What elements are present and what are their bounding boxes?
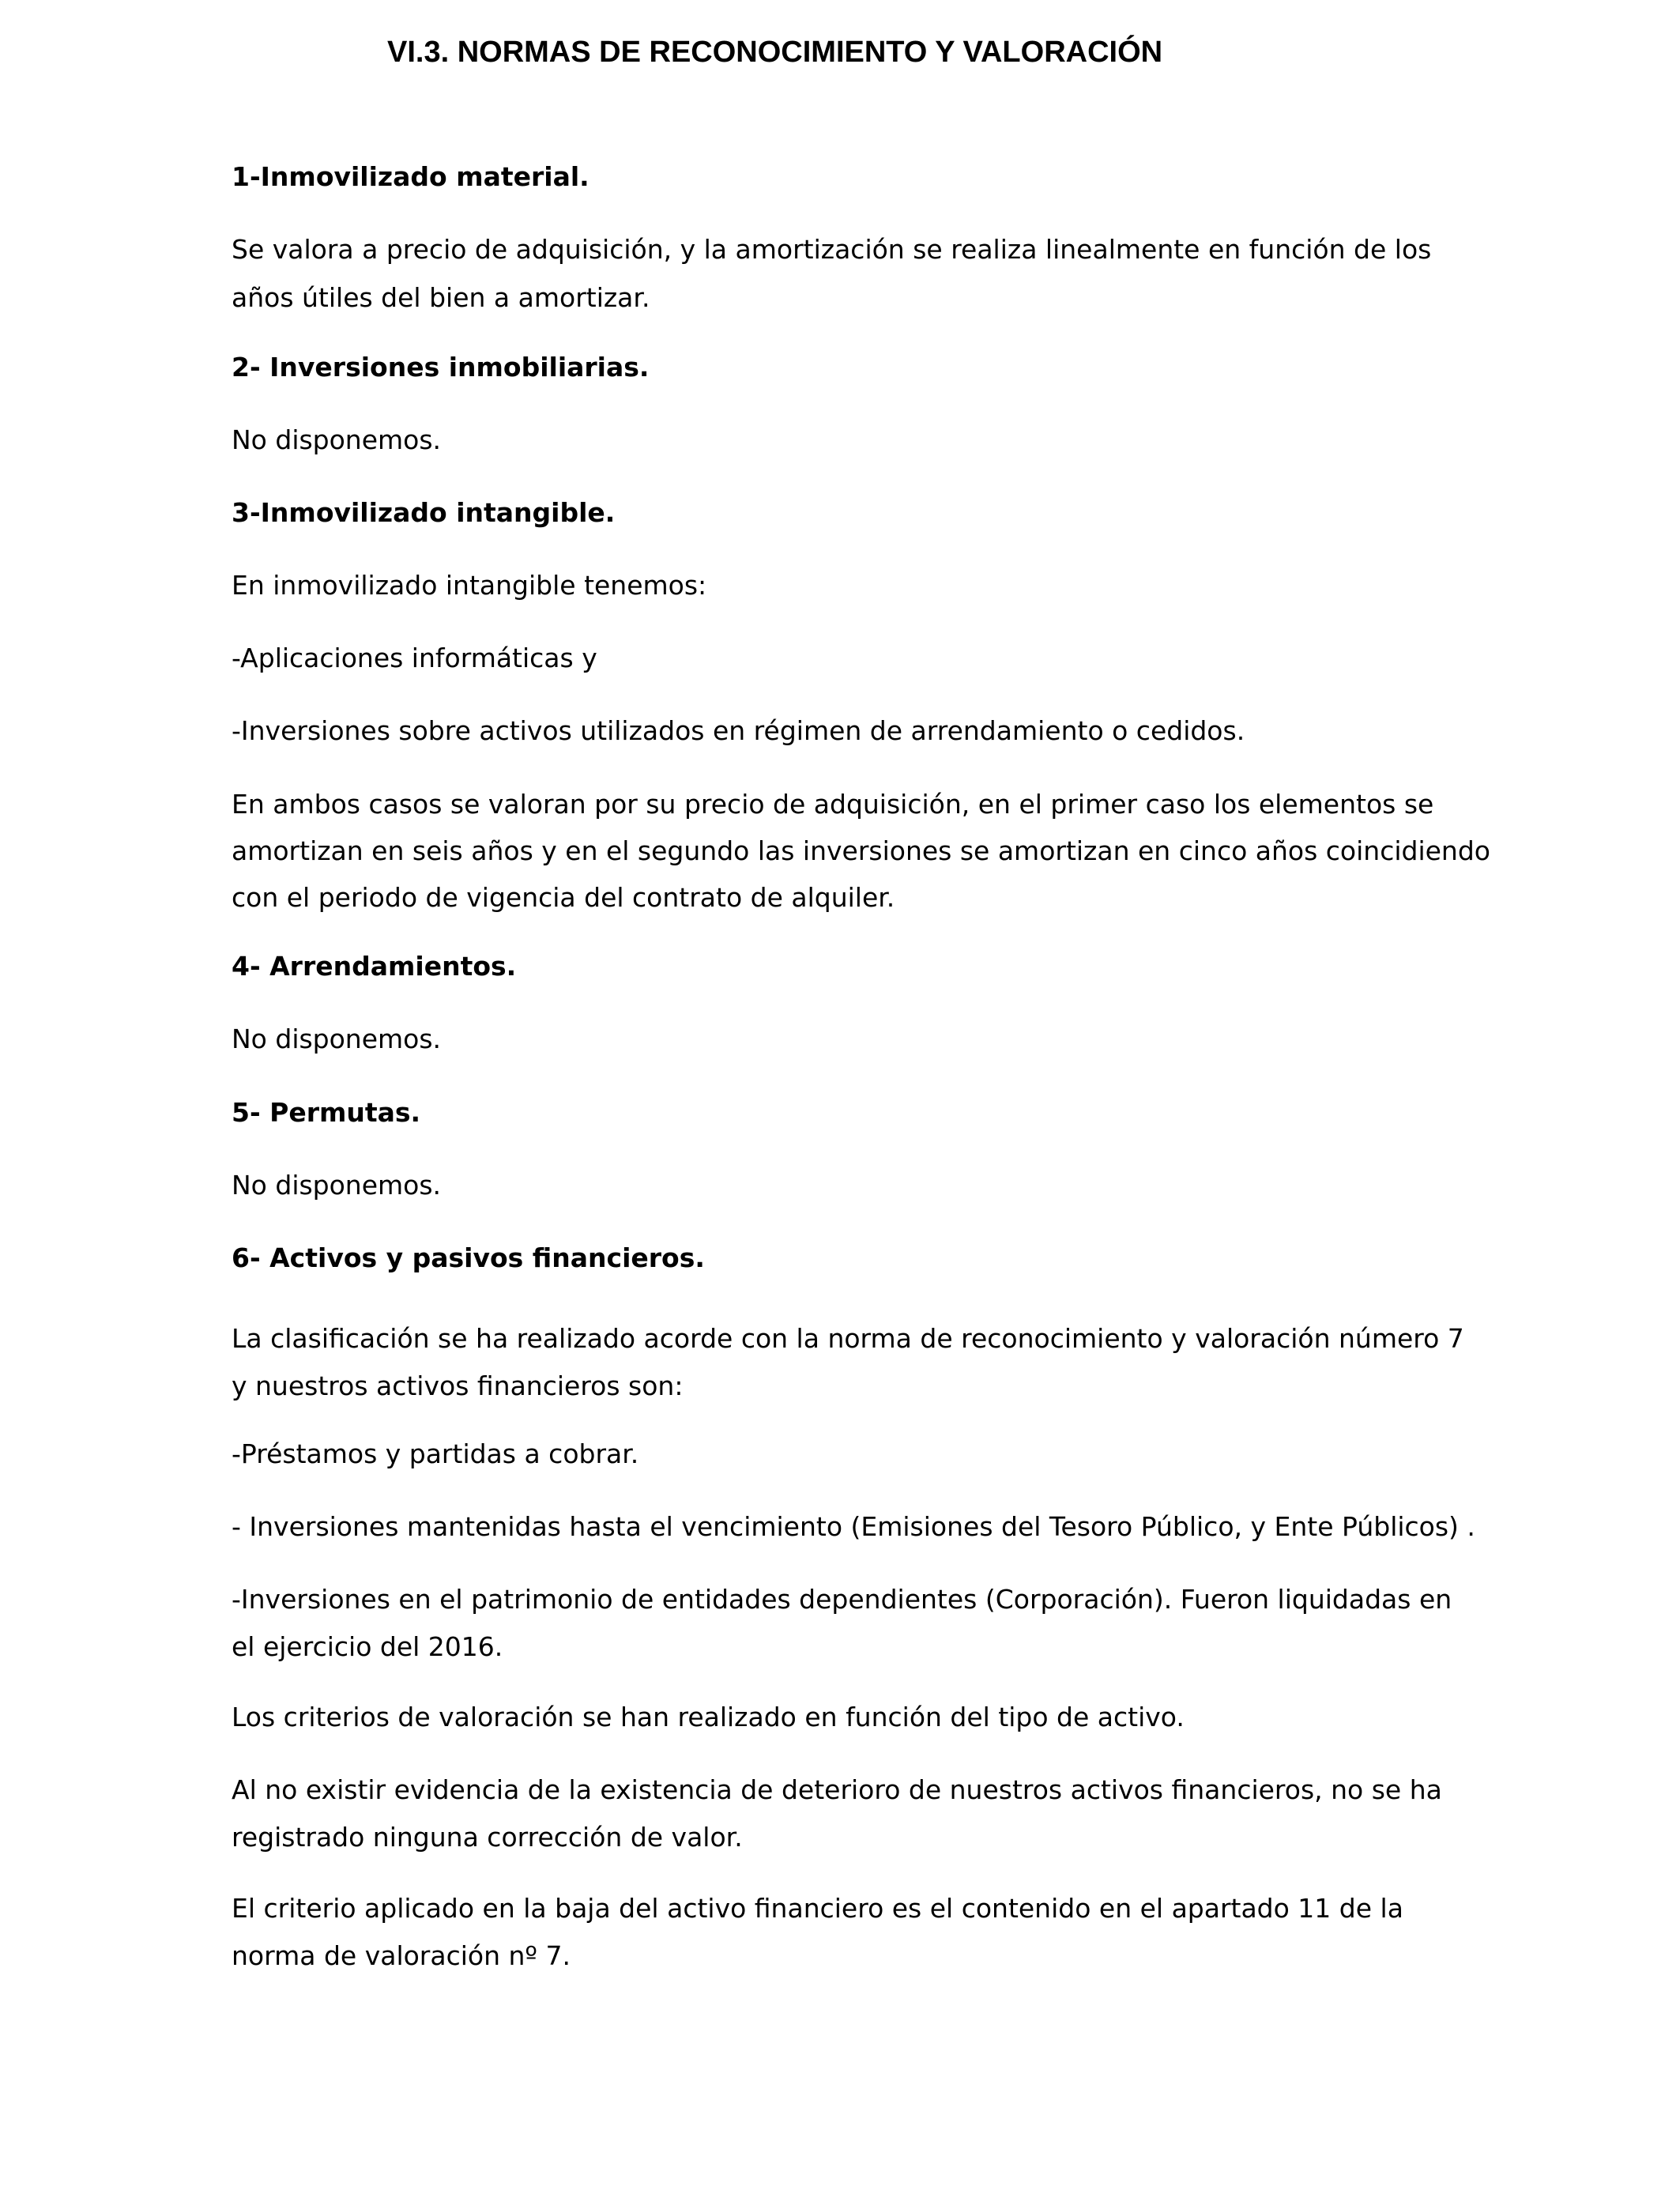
section-heading-inmovilizado-intangible: 3-Inmovilizado intangible. [232, 497, 616, 528]
paragraph-line: Se valora a precio de adquisición, y la amortización se realiza linealmente en función de los [232, 234, 1432, 265]
paragraph-line: La clasificación se ha realizado acorde con la norma de reconocimiento y valoración número 7 [232, 1323, 1464, 1354]
paragraph-line: norma de valoración nº 7. [232, 1940, 571, 1971]
paragraph-line: No disponemos. [232, 424, 442, 455]
paragraph-line: amortizan en seis años y en el segundo las inversiones se amortizan en cinco años coincidiendo [232, 835, 1490, 866]
section-heading-inversiones-inmobiliarias: 2- Inversiones inmobiliarias. [232, 352, 650, 383]
paragraph-line: En inmovilizado intangible tenemos: [232, 570, 707, 601]
list-item: -Aplicaciones informáticas y [232, 643, 597, 673]
page-title: VI.3. NORMAS DE RECONOCIMIENTO Y VALORACIÓN [387, 36, 1163, 69]
paragraph-line: el ejercicio del 2016. [232, 1631, 503, 1662]
paragraph-line: años útiles del bien a amortizar. [232, 282, 650, 313]
list-item: -Préstamos y partidas a cobrar. [232, 1438, 639, 1469]
list-item: -Inversiones sobre activos utilizados en régimen de arrendamiento o cedidos. [232, 715, 1245, 746]
paragraph-line: y nuestros activos financieros son: [232, 1370, 684, 1401]
list-item: - Inversiones mantenidas hasta el vencimiento (Emisiones del Tesoro Público, y Ente Públicos) . [232, 1511, 1475, 1542]
paragraph-line: con el periodo de vigencia del contrato de alquiler. [232, 882, 895, 913]
section-heading-arrendamientos: 4- Arrendamientos. [232, 951, 517, 982]
section-heading-permutas: 5- Permutas. [232, 1097, 421, 1128]
paragraph-line: Los criterios de valoración se han realizado en función del tipo de activo. [232, 1702, 1185, 1732]
paragraph-line: No disponemos. [232, 1023, 442, 1054]
paragraph-line: No disponemos. [232, 1170, 442, 1201]
section-heading-inmovilizado-material: 1-Inmovilizado material. [232, 161, 590, 192]
section-heading-activos-pasivos-financieros: 6- Activos y pasivos financieros. [232, 1242, 705, 1273]
paragraph-line: El criterio aplicado en la baja del activo financiero es el contenido en el apartado 11 de la [232, 1893, 1403, 1924]
list-item: -Inversiones en el patrimonio de entidades dependientes (Corporación). Fueron liquidadas en [232, 1584, 1452, 1615]
paragraph-line: En ambos casos se valoran por su precio de adquisición, en el primer caso los elementos se [232, 789, 1434, 820]
paragraph-line: registrado ninguna corrección de valor. [232, 1822, 743, 1853]
paragraph-line: Al no existir evidencia de la existencia de deterioro de nuestros activos financieros, no se ha [232, 1774, 1442, 1805]
